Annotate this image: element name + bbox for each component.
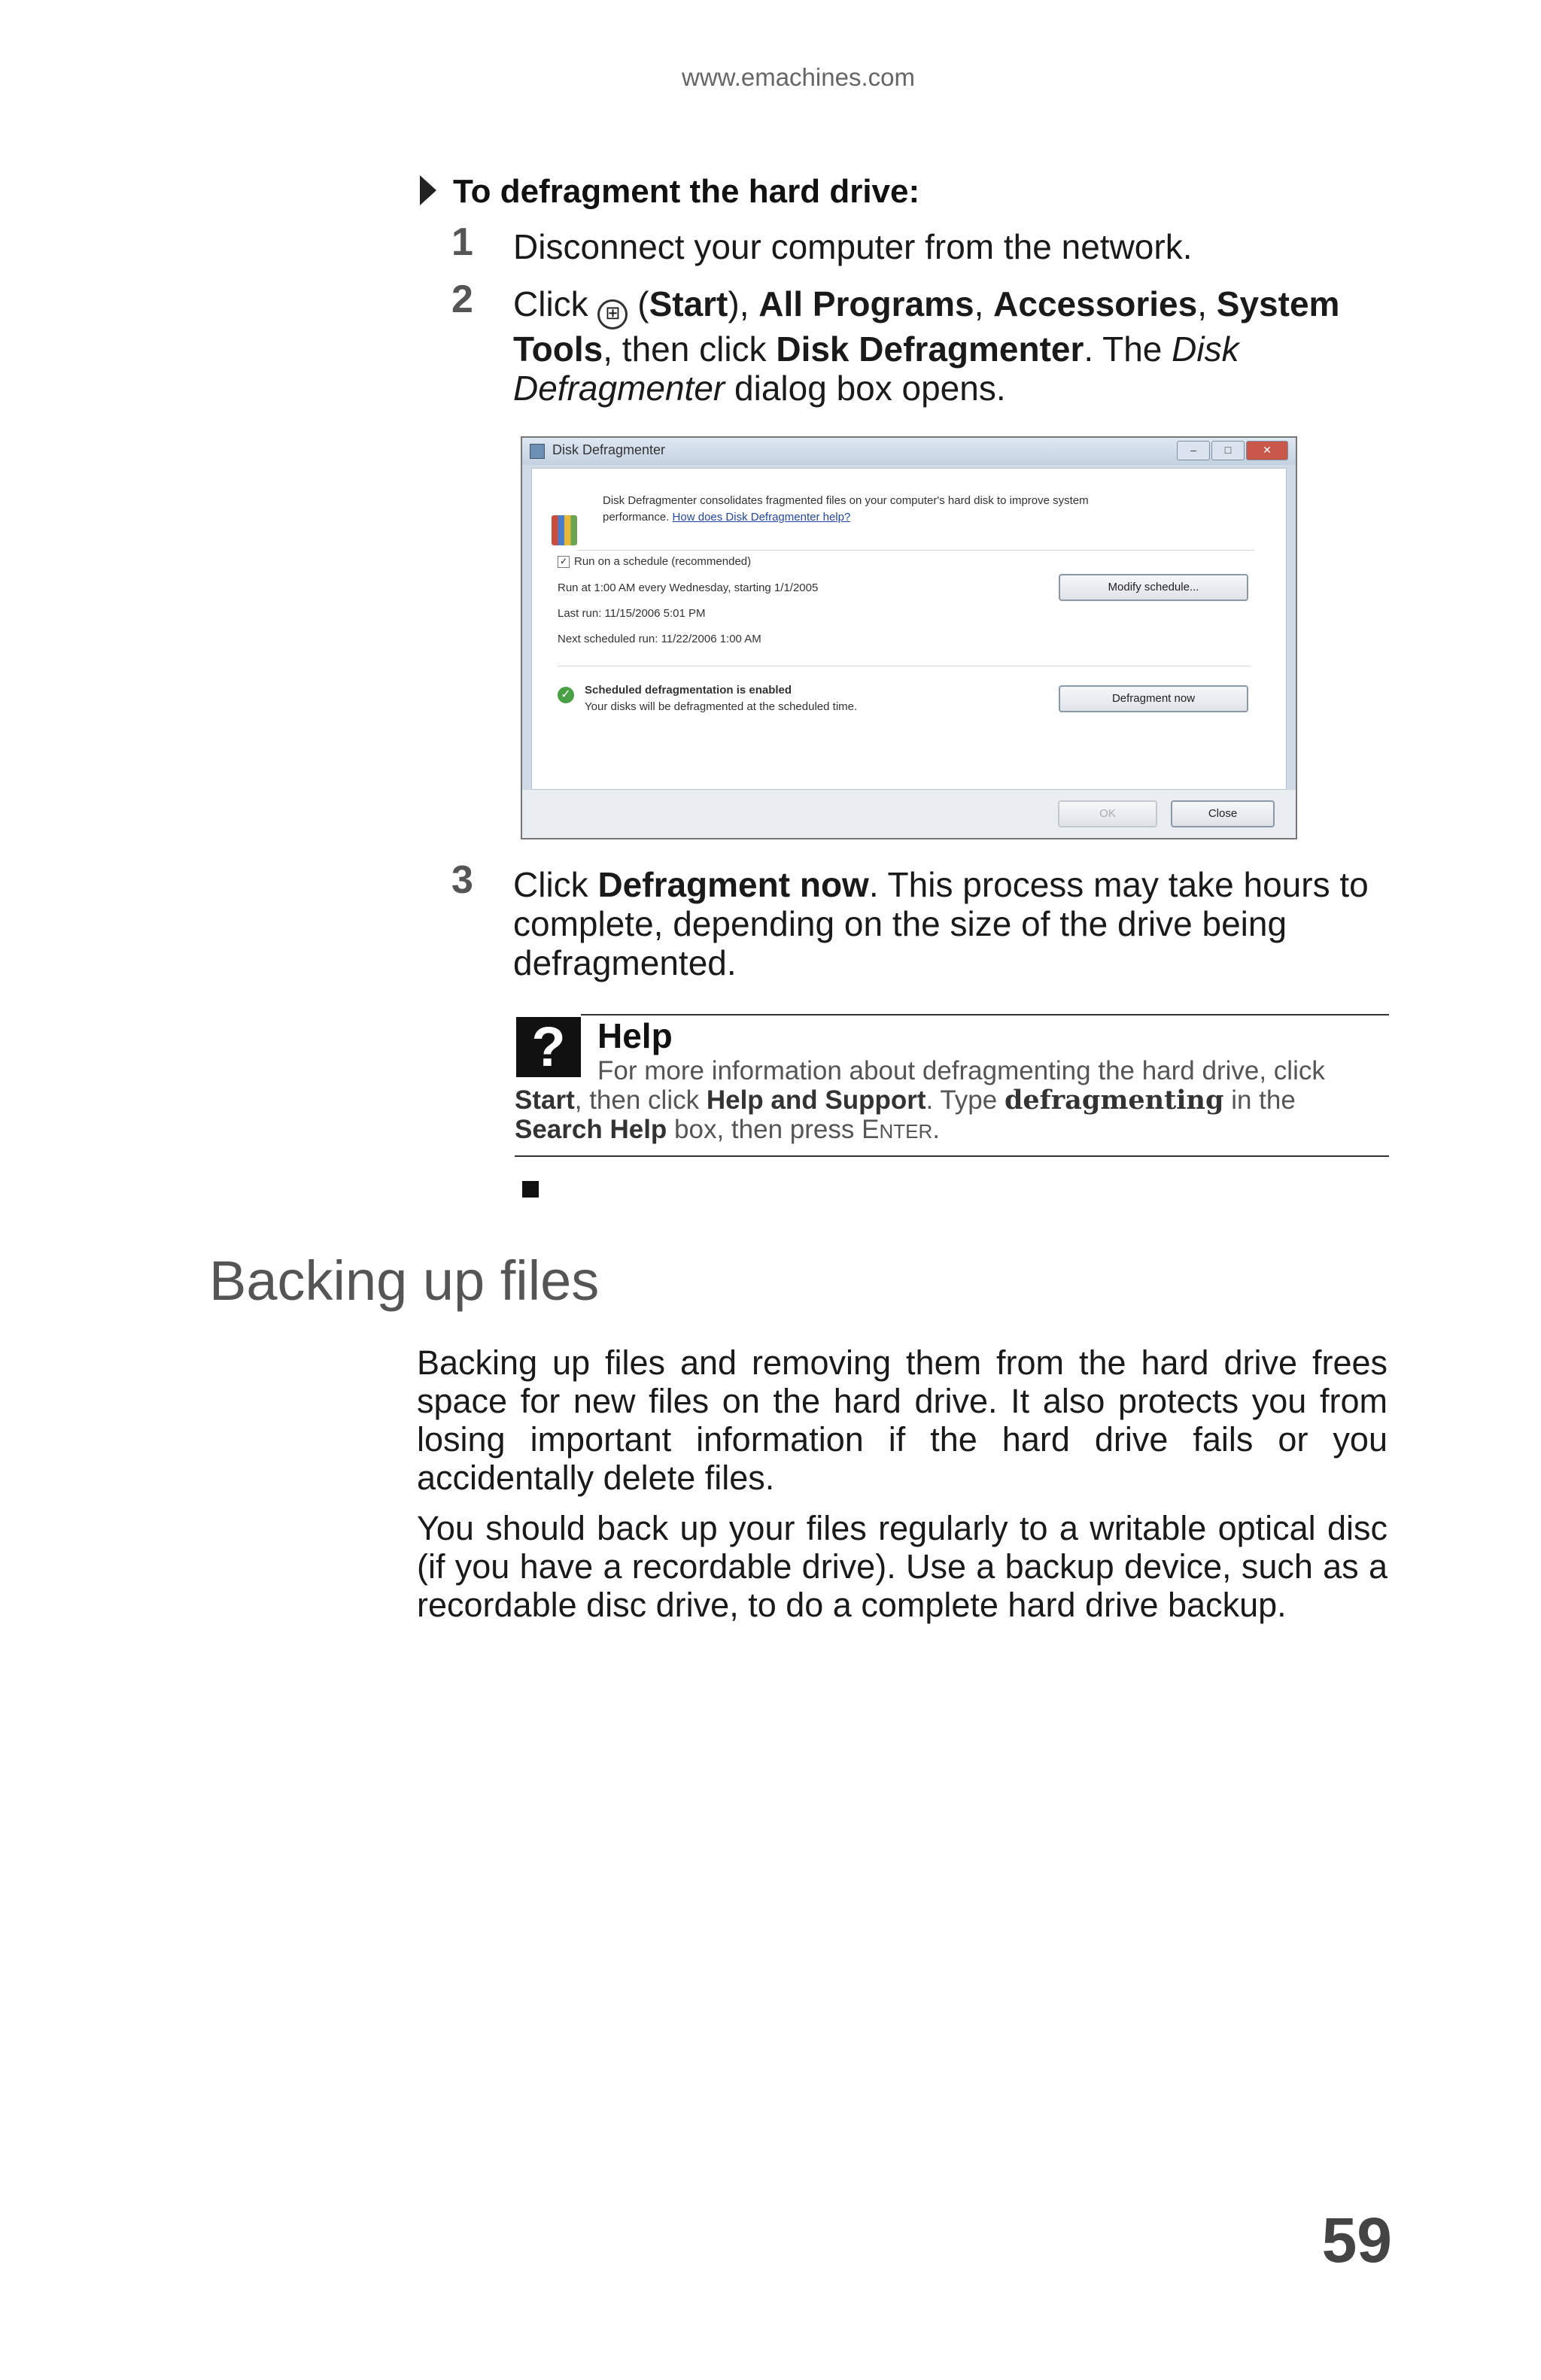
dialog-description-2: performance. How does Disk Defragmenter help? <box>603 511 851 524</box>
disk-defragmenter-dialog-screenshot <box>521 436 1297 839</box>
website-url: www.emachines.com <box>682 63 915 91</box>
step-number: 3 <box>451 858 473 902</box>
last-run-text: Last run: 11/15/2006 5:01 PM <box>558 607 706 620</box>
defragmenter-icon <box>552 515 577 545</box>
modify-schedule-button[interactable]: Modify schedule... <box>1059 574 1248 601</box>
divider <box>577 550 1254 551</box>
step-text: Click ⊞ (Start), All Programs, Accessories, System Tools, then click Disk Defragmenter. The Disk Defragmenter dialog box opens. <box>513 284 1340 408</box>
run-at-text: Run at 1:00 AM every Wednesday, starting 1/1/2005 <box>558 581 819 594</box>
defragmenter-app-icon <box>530 444 545 459</box>
schedule-checkbox[interactable]: ✓ <box>558 556 570 568</box>
ok-button[interactable]: OK <box>1058 800 1157 827</box>
triangle-bullet-icon <box>420 175 436 205</box>
page-number: 59 <box>1321 2205 1392 2275</box>
dialog-body <box>531 468 1287 790</box>
step-number: 2 <box>451 278 473 321</box>
end-square-icon <box>522 1181 539 1198</box>
section-title: Backing up files <box>209 1249 600 1312</box>
help-title: Help <box>597 1016 673 1055</box>
start-orb-icon: ⊞ <box>597 299 628 329</box>
help-text: For more information about defragmenting the hard drive, click Start, then click Help and Support. Type defragmenting in the Search Help box, then press ENTER. <box>515 1056 1325 1144</box>
help-bottom-rule <box>515 1155 1389 1157</box>
minimize-button[interactable]: – <box>1177 441 1210 460</box>
dialog-description: Disk Defragmenter consolidates fragmented files on your computer's hard disk to improve system <box>603 494 1089 507</box>
dialog-footer <box>522 790 1296 838</box>
next-run-text: Next scheduled run: 11/22/2006 1:00 AM <box>558 633 761 645</box>
step-text: Disconnect your computer from the network. <box>513 227 1193 266</box>
status-title: Scheduled defragmentation is enabled <box>585 684 792 697</box>
step-text: Click Defragment now. This process may take hours to complete, depending on the size of the drive being defragmented. <box>513 865 1369 982</box>
defragment-now-button[interactable]: Defragment now <box>1059 685 1248 712</box>
paragraph: Backing up files and removing them from the hard drive frees space for new files on the hard drive. It also protects you from losing important information if the hard drive fails or you accidentally delete files. <box>417 1343 1388 1497</box>
step-number: 1 <box>451 220 473 264</box>
schedule-checkbox-label: Run on a schedule (recommended) <box>574 555 752 568</box>
check-status-icon: ✓ <box>558 687 574 703</box>
status-text: Your disks will be defragmented at the scheduled time. <box>585 700 858 713</box>
procedure-heading-text: To defragment the hard drive: <box>453 173 920 210</box>
dialog-title-bar <box>522 438 1296 465</box>
help-link[interactable]: How does Disk Defragmenter help? <box>672 511 851 524</box>
procedure-heading <box>420 173 919 211</box>
maximize-button[interactable]: □ <box>1211 441 1245 460</box>
dialog-title: Disk Defragmenter <box>552 442 666 457</box>
help-top-rule <box>581 1014 1389 1015</box>
question-mark-icon: ? <box>516 1017 581 1077</box>
close-window-button[interactable]: ✕ <box>1246 441 1288 460</box>
close-button[interactable]: Close <box>1171 800 1275 827</box>
paragraph: You should back up your files regularly to a writable optical disc (if you have a recordable drive). Use a backup device, such as a recordable disc drive, to do a complete hard drive backup. <box>417 1509 1388 1624</box>
